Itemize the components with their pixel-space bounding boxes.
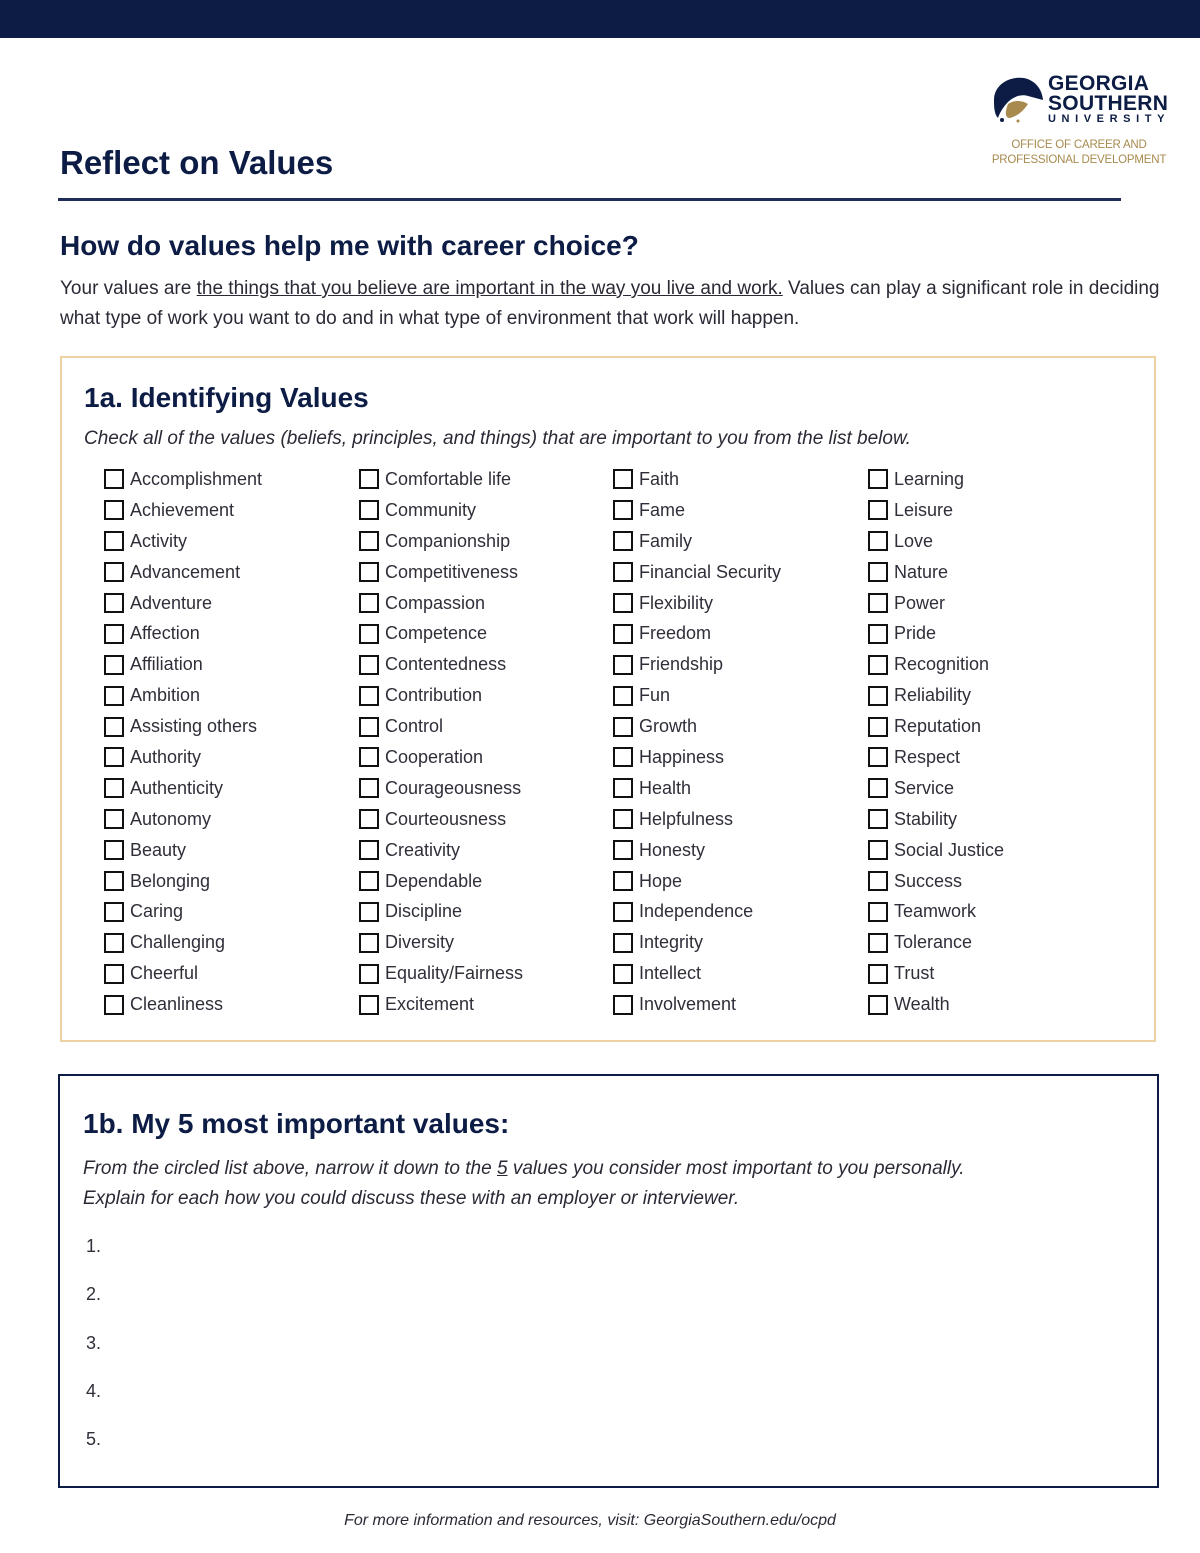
logo-line-university: UNIVERSITY: [1048, 113, 1171, 125]
value-label: Growth: [639, 716, 698, 737]
value-label: Happiness: [639, 746, 725, 767]
value-option[interactable]: [868, 773, 1118, 804]
answer-number-3[interactable]: 3.: [86, 1332, 102, 1353]
value-option[interactable]: [104, 680, 354, 711]
value-option[interactable]: [868, 927, 1118, 958]
value-option[interactable]: [104, 989, 354, 1020]
checkbox[interactable]: [868, 778, 888, 798]
university-logo: [986, 72, 1176, 172]
checkbox[interactable]: [359, 717, 379, 737]
checkbox[interactable]: [359, 469, 379, 489]
page-title: Reflect on Values: [60, 144, 334, 181]
checkbox[interactable]: [104, 655, 124, 675]
value-option[interactable]: [359, 526, 609, 557]
value-option[interactable]: [359, 680, 609, 711]
value-option[interactable]: [359, 866, 609, 897]
value-option[interactable]: [104, 557, 354, 588]
value-option[interactable]: [359, 804, 609, 835]
value-label: Excitement: [385, 994, 475, 1015]
value-label: Reliability: [894, 685, 972, 706]
value-option[interactable]: [359, 649, 609, 680]
value-option[interactable]: [104, 495, 354, 526]
checkbox[interactable]: [868, 655, 888, 675]
checkbox[interactable]: [104, 469, 124, 489]
value-label: Control: [385, 716, 444, 737]
value-label: Diversity: [385, 932, 455, 953]
checkbox[interactable]: [613, 778, 633, 798]
checkbox[interactable]: [613, 593, 633, 613]
instruction-text-end: values you consider most important to you personally.: [507, 1158, 965, 1179]
checkbox[interactable]: [104, 964, 124, 984]
footer-note: For more information and resources, visit: GeorgiaSouthern.edu/ocpd: [344, 1512, 836, 1529]
value-option[interactable]: [359, 711, 609, 742]
checkbox[interactable]: [613, 717, 633, 737]
value-label: Cooperation: [385, 746, 484, 767]
checkbox[interactable]: [104, 531, 124, 551]
value-label: Comfortable life: [385, 468, 512, 489]
value-label: Cheerful: [130, 963, 199, 984]
value-label: Fame: [639, 499, 686, 520]
value-option[interactable]: [613, 649, 863, 680]
value-label: Independence: [639, 901, 754, 922]
value-option[interactable]: [868, 989, 1118, 1020]
part-1b-instruction: [83, 1154, 1143, 1214]
part-1a-instruction: Check all of the values (beliefs, principles, and things) that are important to you from the list below.: [84, 428, 911, 449]
intro-text-start: Your values are: [60, 278, 197, 299]
value-label: Activity: [130, 530, 188, 551]
value-label: Affection: [130, 623, 200, 644]
value-option[interactable]: [613, 588, 863, 619]
section-heading: How do values help me with career choice?: [60, 230, 639, 261]
value-option[interactable]: [868, 588, 1118, 619]
values-column-3: [613, 464, 863, 1020]
value-label: Community: [385, 499, 477, 520]
checkbox[interactable]: [613, 624, 633, 644]
value-label: Belonging: [130, 870, 211, 891]
value-option[interactable]: [104, 464, 354, 495]
value-label: Challenging: [130, 932, 226, 953]
office-line-2: PROFESSIONAL DEVELOPMENT: [991, 154, 1167, 166]
value-label: Pride: [894, 623, 937, 644]
value-label: Health: [639, 777, 692, 798]
value-label: Leisure: [894, 499, 954, 520]
checkbox[interactable]: [868, 747, 888, 767]
part-1b-title: 1b. My 5 most important values:: [83, 1108, 510, 1139]
value-option[interactable]: [868, 866, 1118, 897]
value-option[interactable]: [104, 835, 354, 866]
value-option[interactable]: [359, 557, 609, 588]
values-column-2: [359, 464, 609, 1020]
intro-text-end: Values can play a significant role in deciding what type of work you want to do and in what type of environment that work will happen.: [60, 278, 1160, 329]
value-option[interactable]: [359, 773, 609, 804]
part-1a-title: 1a. Identifying Values: [84, 382, 369, 413]
value-option[interactable]: [613, 495, 863, 526]
checkbox[interactable]: [359, 933, 379, 953]
values-column-1: [104, 464, 354, 1020]
checkbox[interactable]: [359, 531, 379, 551]
checkbox[interactable]: [868, 562, 888, 582]
value-option[interactable]: [359, 618, 609, 649]
checkbox[interactable]: [359, 778, 379, 798]
value-option[interactable]: [868, 464, 1118, 495]
value-label: Social Justice: [894, 839, 1005, 860]
value-option[interactable]: [868, 557, 1118, 588]
value-label: Advancement: [130, 561, 241, 582]
identifying-values-box: [60, 356, 1156, 1042]
value-option[interactable]: [868, 742, 1118, 773]
value-label: Service: [894, 777, 955, 798]
value-label: Dependable: [385, 870, 483, 891]
value-option[interactable]: [613, 958, 863, 989]
value-label: Wealth: [894, 994, 950, 1015]
checkbox[interactable]: [613, 500, 633, 520]
value-option[interactable]: [359, 989, 609, 1020]
checkbox[interactable]: [868, 809, 888, 829]
value-option[interactable]: [104, 804, 354, 835]
value-label: Integrity: [639, 932, 704, 953]
value-option[interactable]: [613, 680, 863, 711]
value-option[interactable]: [613, 804, 863, 835]
value-label: Discipline: [385, 901, 463, 922]
value-option[interactable]: [613, 526, 863, 557]
value-label: Achievement: [130, 499, 235, 520]
checkbox[interactable]: [359, 964, 379, 984]
value-option[interactable]: [359, 464, 609, 495]
intro-paragraph: [60, 274, 1160, 334]
value-option[interactable]: [104, 649, 354, 680]
checkbox[interactable]: [359, 995, 379, 1015]
instruction-text-start: From the circled list above, narrow it down to the: [83, 1158, 497, 1179]
checkbox[interactable]: [104, 500, 124, 520]
checkbox[interactable]: [104, 747, 124, 767]
value-label: Financial Security: [639, 561, 782, 582]
value-option[interactable]: [104, 618, 354, 649]
value-option[interactable]: [613, 866, 863, 897]
value-option[interactable]: [868, 649, 1118, 680]
answer-number-1[interactable]: 1.: [86, 1236, 102, 1256]
checkbox[interactable]: [868, 469, 888, 489]
value-label: Learning: [894, 468, 965, 489]
value-label: Tolerance: [894, 932, 973, 953]
checkbox[interactable]: [613, 562, 633, 582]
value-label: Beauty: [130, 839, 187, 860]
value-option[interactable]: [868, 804, 1118, 835]
checkbox[interactable]: [359, 686, 379, 706]
value-label: Equality/Fairness: [385, 963, 524, 984]
value-option[interactable]: [613, 557, 863, 588]
value-option[interactable]: [868, 680, 1118, 711]
answer-number-4[interactable]: 4.: [86, 1380, 102, 1401]
value-label: Affiliation: [130, 654, 203, 675]
value-label: Companionship: [385, 530, 511, 551]
value-label: Freedom: [639, 623, 712, 644]
checkbox[interactable]: [359, 562, 379, 582]
checkbox[interactable]: [613, 871, 633, 891]
checkbox[interactable]: [359, 809, 379, 829]
checkbox[interactable]: [868, 964, 888, 984]
checkbox[interactable]: [868, 933, 888, 953]
value-option[interactable]: [868, 711, 1118, 742]
value-label: Creativity: [385, 839, 461, 860]
value-label: Competence: [385, 623, 488, 644]
value-option[interactable]: [613, 618, 863, 649]
logo-line-georgia: GEORGIA: [1048, 72, 1150, 95]
value-label: Trust: [894, 963, 935, 984]
value-option[interactable]: [613, 711, 863, 742]
value-label: Competitiveness: [385, 561, 519, 582]
value-label: Reputation: [894, 716, 982, 737]
value-label: Teamwork: [894, 901, 977, 922]
checkbox[interactable]: [359, 593, 379, 613]
value-label: Involvement: [639, 994, 737, 1015]
checkbox[interactable]: [359, 655, 379, 675]
checkbox[interactable]: [868, 840, 888, 860]
checkbox[interactable]: [868, 500, 888, 520]
checkbox[interactable]: [104, 778, 124, 798]
value-label: Contentedness: [385, 654, 507, 675]
value-option[interactable]: [868, 835, 1118, 866]
value-option[interactable]: [104, 896, 354, 927]
office-line-1: OFFICE OF CAREER AND: [1011, 139, 1147, 151]
checkbox[interactable]: [359, 902, 379, 922]
checkbox[interactable]: [868, 686, 888, 706]
instruction-number: 5: [496, 1158, 508, 1179]
value-label: Caring: [130, 901, 184, 922]
checkbox[interactable]: [613, 933, 633, 953]
value-label: Autonomy: [130, 808, 212, 829]
value-label: Flexibility: [639, 592, 714, 613]
value-option[interactable]: [868, 958, 1118, 989]
checkbox[interactable]: [868, 717, 888, 737]
value-label: Compassion: [385, 592, 486, 613]
value-option[interactable]: [613, 896, 863, 927]
checkbox[interactable]: [104, 717, 124, 737]
value-label: Family: [639, 530, 692, 551]
checkbox[interactable]: [104, 933, 124, 953]
value-label: Friendship: [639, 654, 724, 675]
checkbox[interactable]: [613, 964, 633, 984]
value-label: Success: [894, 870, 963, 891]
value-option[interactable]: [104, 866, 354, 897]
value-label: Accomplishment: [130, 468, 263, 489]
checkbox[interactable]: [104, 809, 124, 829]
value-label: Adventure: [130, 592, 213, 613]
checkbox[interactable]: [104, 562, 124, 582]
value-label: Recognition: [894, 654, 990, 675]
checkbox[interactable]: [613, 655, 633, 675]
value-option[interactable]: [104, 711, 354, 742]
checkbox[interactable]: [613, 840, 633, 860]
checkbox[interactable]: [104, 902, 124, 922]
top-banner: [0, 0, 1200, 38]
eagle-emblem-icon: [988, 74, 1044, 126]
checkbox[interactable]: [104, 871, 124, 891]
value-label: Courteousness: [385, 808, 507, 829]
value-option[interactable]: [613, 927, 863, 958]
answer-list: [86, 1236, 101, 1477]
value-label: Fun: [639, 685, 671, 706]
checkbox[interactable]: [613, 531, 633, 551]
value-label: Helpfulness: [639, 808, 734, 829]
important-values-box: [58, 1074, 1159, 1488]
value-label: Ambition: [130, 685, 201, 706]
value-label: Power: [894, 592, 946, 613]
logo-wordmark: [1048, 74, 1168, 114]
checkbox[interactable]: [104, 593, 124, 613]
checkbox[interactable]: [868, 593, 888, 613]
answer-number-2[interactable]: 2.: [86, 1284, 102, 1305]
value-option[interactable]: [104, 742, 354, 773]
value-option[interactable]: [613, 989, 863, 1020]
answer-number-5[interactable]: 5.: [86, 1429, 102, 1450]
checkbox[interactable]: [104, 840, 124, 860]
value-label: Stability: [894, 808, 958, 829]
checkbox[interactable]: [868, 531, 888, 551]
checkbox[interactable]: [868, 995, 888, 1015]
checkbox[interactable]: [868, 624, 888, 644]
checkbox[interactable]: [359, 840, 379, 860]
checkbox[interactable]: [104, 995, 124, 1015]
value-option[interactable]: [359, 927, 609, 958]
value-label: Authenticity: [130, 777, 224, 798]
checkbox[interactable]: [613, 469, 633, 489]
value-option[interactable]: [868, 896, 1118, 927]
checkbox[interactable]: [613, 902, 633, 922]
value-label: Love: [894, 530, 934, 551]
value-option[interactable]: [613, 742, 863, 773]
checkbox[interactable]: [104, 686, 124, 706]
checkbox[interactable]: [613, 686, 633, 706]
values-column-4: [868, 464, 1118, 1020]
instruction-line-2: Explain for each how you could discuss these with an employer or interviewer.: [83, 1188, 740, 1209]
checkbox[interactable]: [104, 624, 124, 644]
value-option[interactable]: [359, 835, 609, 866]
value-option[interactable]: [868, 495, 1118, 526]
value-option[interactable]: [104, 773, 354, 804]
logo-line-southern: SOUTHERN: [1048, 92, 1169, 115]
value-option[interactable]: [104, 526, 354, 557]
value-label: Contribution: [385, 685, 483, 706]
checkbox[interactable]: [613, 747, 633, 767]
intro-underlined-text: the things that you believe are important in the way you live and work.: [196, 278, 783, 299]
value-option[interactable]: [359, 588, 609, 619]
checkbox[interactable]: [359, 624, 379, 644]
value-option[interactable]: [359, 896, 609, 927]
value-label: Nature: [894, 561, 949, 582]
value-label: Cleanliness: [130, 994, 224, 1015]
value-option[interactable]: [104, 588, 354, 619]
value-option[interactable]: [868, 618, 1118, 649]
checkbox[interactable]: [868, 902, 888, 922]
value-option[interactable]: [613, 835, 863, 866]
value-option[interactable]: [359, 742, 609, 773]
value-label: Assisting others: [130, 716, 258, 737]
value-label: Honesty: [639, 839, 706, 860]
title-divider: [58, 198, 1121, 201]
value-option[interactable]: [359, 958, 609, 989]
value-label: Authority: [130, 746, 202, 767]
checkbox[interactable]: [359, 500, 379, 520]
value-option[interactable]: [868, 526, 1118, 557]
checkbox[interactable]: [359, 747, 379, 767]
office-name: [986, 138, 1172, 168]
value-option[interactable]: [613, 464, 863, 495]
value-option[interactable]: [104, 927, 354, 958]
value-label: Respect: [894, 746, 961, 767]
value-option[interactable]: [359, 495, 609, 526]
value-option[interactable]: [104, 958, 354, 989]
checkbox[interactable]: [359, 871, 379, 891]
value-label: Faith: [639, 468, 680, 489]
checkbox[interactable]: [613, 995, 633, 1015]
checkbox[interactable]: [868, 871, 888, 891]
value-label: Courageousness: [385, 777, 522, 798]
value-label: Hope: [639, 870, 683, 891]
checkbox[interactable]: [613, 809, 633, 829]
value-label: Intellect: [639, 963, 702, 984]
value-option[interactable]: [613, 773, 863, 804]
